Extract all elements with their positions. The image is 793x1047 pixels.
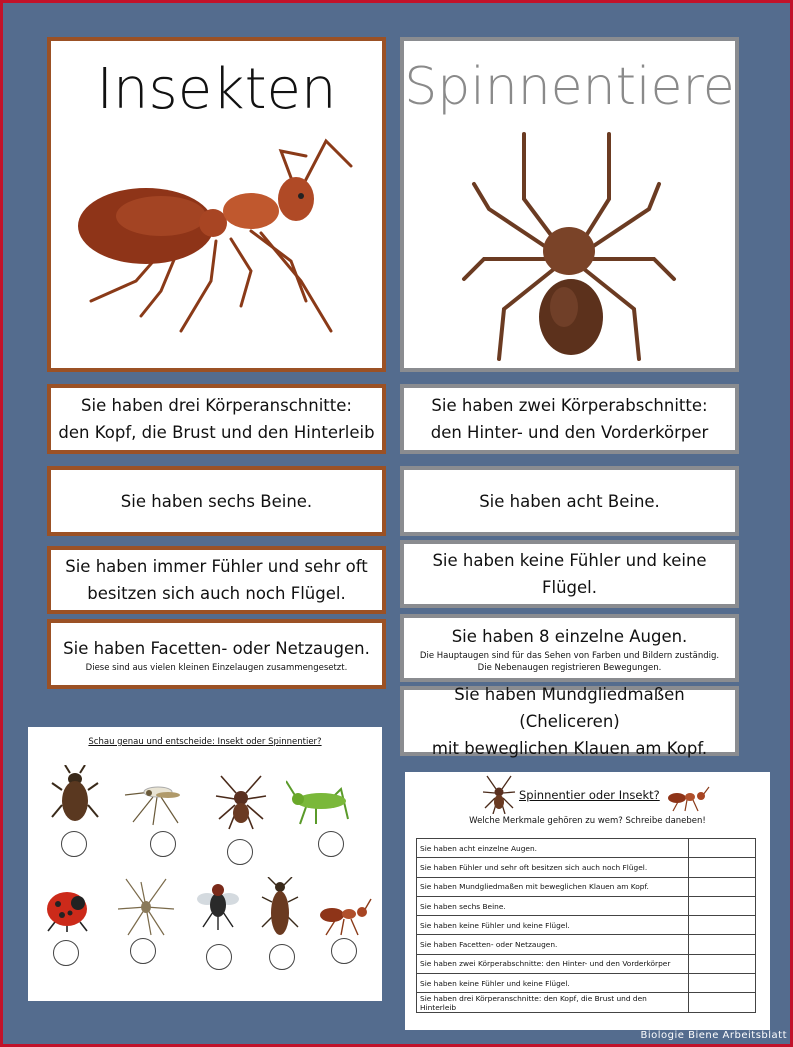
- fact-line: Sie haben keine Fühler und keine Flügel.: [432, 551, 707, 597]
- worksheet-identify: [28, 727, 382, 1001]
- spider-icon: [481, 774, 517, 814]
- insect-fact-card-legs: [47, 466, 386, 536]
- arachnid-fact-card-antennae: [400, 540, 739, 608]
- table-row: [417, 993, 756, 1012]
- ant-illustration: [51, 131, 382, 371]
- table-row: [417, 916, 756, 935]
- table-row: [417, 974, 756, 993]
- fact-line: Sie haben immer Fühler und sehr oft: [65, 557, 368, 576]
- arachnid-fact-card-body-sections: [400, 384, 739, 454]
- feature-cell: Sie haben sechs Beine.: [417, 896, 689, 915]
- ant-icon: [665, 786, 711, 812]
- spider-illustration: [404, 129, 735, 369]
- fact-small-line: Die Nebenaugen registrieren Bewegungen.: [477, 662, 662, 673]
- feature-cell: Sie haben Facetten- oder Netzaugen.: [417, 935, 689, 954]
- fact-line: Sie haben 8 einzelne Augen.: [451, 626, 688, 646]
- answer-circle[interactable]: [61, 831, 87, 857]
- feature-cell: Sie haben acht einzelne Augen.: [417, 839, 689, 858]
- answer-circle[interactable]: [269, 944, 295, 970]
- feature-cell: Sie haben zwei Körperabschnitte: den Hinter- und den Vorderkörper: [417, 954, 689, 973]
- feature-cell: Sie haben keine Fühler und keine Flügel.: [417, 916, 689, 935]
- ladybug-icon: [40, 887, 95, 932]
- answer-circle[interactable]: [150, 831, 176, 857]
- answer-cell[interactable]: [689, 877, 756, 896]
- worksheet-features-title: Spinnentier oder Insekt?: [519, 788, 660, 802]
- fact-line: Sie haben acht Beine.: [479, 491, 660, 511]
- table-row: [417, 839, 756, 858]
- arachnid-fact-card-legs: [400, 466, 739, 536]
- arachnid-header-card: [400, 37, 739, 372]
- answer-cell[interactable]: [689, 839, 756, 858]
- insect-title: Insekten: [96, 57, 337, 122]
- answer-cell[interactable]: [689, 896, 756, 915]
- arachnid-fact-card-eyes: [400, 614, 739, 682]
- fact-line: mit beweglichen Klauen am Kopf.: [431, 738, 708, 758]
- insect-fact-card-antennae: [47, 546, 386, 614]
- feature-cell: Sie haben drei Körperanschnitte: den Kopf, die Brust und den Hinterleib: [417, 993, 689, 1012]
- answer-circle[interactable]: [206, 944, 232, 970]
- fact-line: Sie haben Mundgliedmaßen (Cheliceren): [454, 684, 685, 731]
- arachnid-title: Spinnentiere: [404, 57, 735, 117]
- answer-cell[interactable]: [689, 916, 756, 935]
- answer-circle[interactable]: [130, 938, 156, 964]
- table-row: [417, 858, 756, 877]
- watermark: Biologie Biene Arbeitsblatt: [640, 1030, 787, 1041]
- fact-line: Sie haben zwei Körperabschnitte:: [431, 396, 708, 415]
- features-table: [416, 838, 756, 1013]
- table-row: [417, 877, 756, 896]
- ant-icon: [316, 897, 376, 937]
- beetle-icon: [50, 765, 100, 825]
- answer-circle[interactable]: [318, 831, 344, 857]
- answer-cell[interactable]: [689, 858, 756, 877]
- answer-circle[interactable]: [53, 940, 79, 966]
- fact-line: besitzen sich auch noch Flügel.: [87, 584, 346, 603]
- worksheet-features-subtitle: Welche Merkmale gehören zu wem? Schreibe daneben!: [469, 816, 706, 826]
- fact-line: Sie haben Facetten- oder Netzaugen.: [63, 638, 370, 658]
- fact-small-line: Die Hauptaugen sind für das Sehen von Farben und Bildern zuständig.: [419, 650, 720, 661]
- spider-icon: [211, 771, 271, 831]
- feature-cell: Sie haben Mundgliedmaßen mit beweglichen Klauen am Kopf.: [417, 877, 689, 896]
- answer-cell[interactable]: [689, 974, 756, 993]
- insect-header-card: [47, 37, 386, 372]
- insect-fact-card-body-sections: [47, 384, 386, 454]
- feature-cell: Sie haben Fühler und sehr oft besitzen sich auch noch Flügel.: [417, 858, 689, 877]
- table-row: [417, 954, 756, 973]
- grasshopper-icon: [286, 779, 356, 829]
- fact-line: den Hinter- und den Vorderkörper: [430, 423, 709, 442]
- table-row: [417, 935, 756, 954]
- worksheet-features-table: [405, 772, 770, 1030]
- arachnid-fact-card-mouthparts: [400, 686, 739, 756]
- fact-line: Sie haben sechs Beine.: [120, 491, 313, 511]
- table-row: [417, 896, 756, 915]
- fact-line: Sie haben drei Körperanschnitte:: [81, 396, 352, 415]
- fly-icon: [193, 877, 243, 932]
- fact-line: den Kopf, die Brust und den Hinterleib: [58, 423, 375, 442]
- longhorn-beetle-icon: [260, 877, 300, 939]
- feature-cell: Sie haben keine Fühler und keine Flügel.: [417, 974, 689, 993]
- harvestman-icon: [116, 877, 176, 937]
- answer-cell[interactable]: [689, 935, 756, 954]
- answer-cell[interactable]: [689, 954, 756, 973]
- answer-circle[interactable]: [227, 839, 253, 865]
- worksheet-identify-title: Schau genau und entscheide: Insekt oder Spinnentier?: [88, 737, 322, 747]
- answer-circle[interactable]: [331, 938, 357, 964]
- answer-cell[interactable]: [689, 993, 756, 1012]
- mosquito-icon: [123, 767, 193, 827]
- fact-small-line: Diese sind aus vielen kleinen Einzelaugen zusammengesetzt.: [85, 662, 348, 673]
- insect-fact-card-eyes: [47, 619, 386, 689]
